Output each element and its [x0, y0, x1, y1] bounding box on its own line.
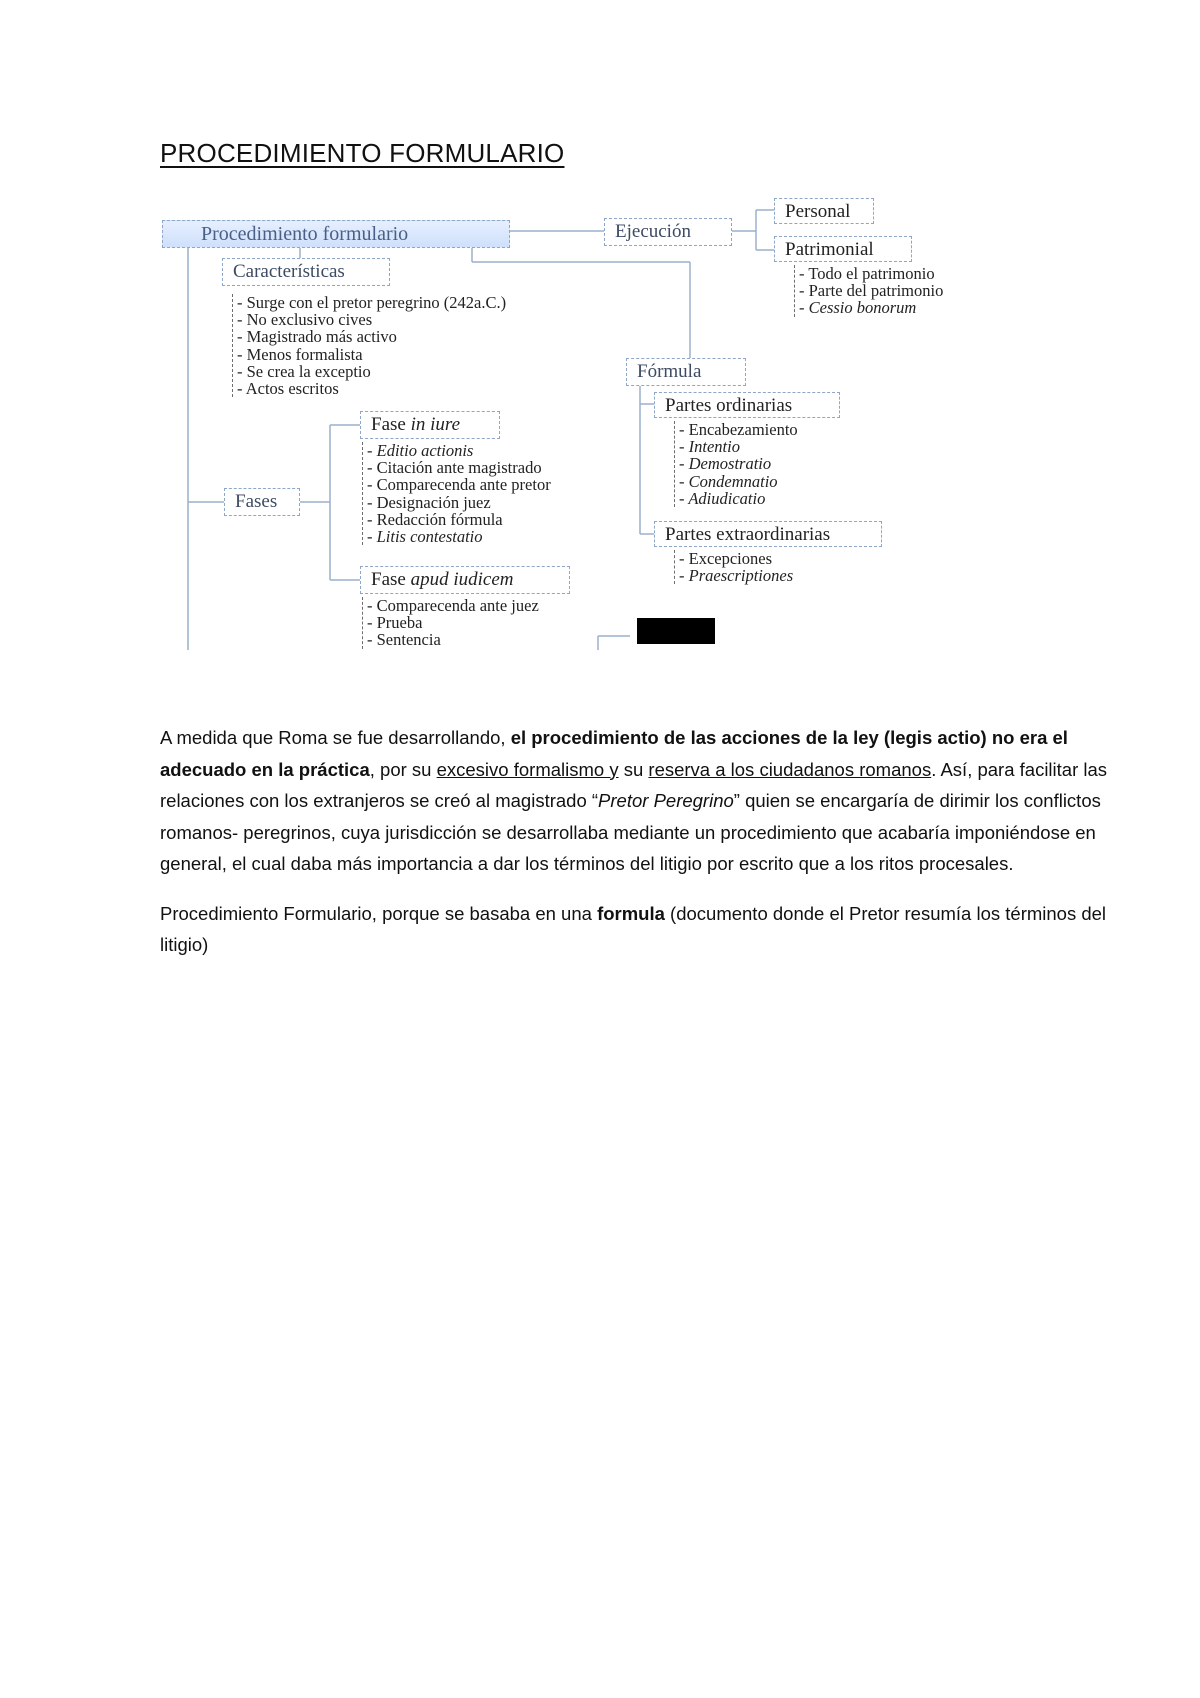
- list-item: - Sentencia: [367, 631, 539, 648]
- list-item: - Parte del patrimonio: [799, 282, 943, 299]
- list-item: - Prueba: [367, 614, 539, 631]
- partes-extraordinarias-node: Partes extraordinarias: [654, 521, 882, 547]
- partes-extraordinarias-list: [674, 550, 793, 584]
- patrimonial-list: [794, 265, 943, 317]
- root-node: Procedimiento formulario: [162, 220, 510, 248]
- list-item: - Citación ante magistrado: [367, 459, 551, 476]
- fase-in-iure-node: Fase in iure: [360, 411, 500, 439]
- list-item: - Redacción fórmula: [367, 511, 551, 528]
- list-item: - Adiudicatio: [679, 490, 798, 507]
- caracteristicas-node: Características: [222, 258, 390, 286]
- list-item: - Designación juez: [367, 494, 551, 511]
- formula-node: Fórmula: [626, 358, 746, 386]
- fase-apud-iudicem-list: [362, 597, 539, 649]
- patrimonial-node: Patrimonial: [774, 236, 912, 262]
- list-item: - Magistrado más activo: [237, 328, 506, 345]
- list-item: - Excepciones: [679, 550, 793, 567]
- ejecucion-node: Ejecución: [604, 218, 732, 246]
- list-item: - Actos escritos: [237, 380, 506, 397]
- list-item: - Surge con el pretor peregrino (242a.C.): [237, 294, 506, 311]
- list-item: - Encabezamiento: [679, 421, 798, 438]
- list-item: - Comparecenda ante pretor: [367, 476, 551, 493]
- list-item: - Se crea la exceptio: [237, 363, 506, 380]
- paragraph-1: A medida que Roma se fue desarrollando, el procedimiento de las acciones de la ley (legis actio) no era el adecuado en la práctica, por su excesivo formalismo y su reserva a los ciudadanos romanos. Así, para facilitar las relaciones con los extranjeros se creó al magistrado “Pretor Peregrino” quien se encargaría de dirimir los conflictos romanos- peregrinos, cuya jurisdicción se desarrollaba mediante un procedimiento que acabaría imponiéndose en general, el cual daba más importancia a dar los términos del litigio por escrito que a los ritos procesales.: [160, 727, 1108, 874]
- list-item: - Cessio bonorum: [799, 299, 943, 316]
- caracteristicas-list: [232, 294, 506, 397]
- list-item: - Menos formalista: [237, 346, 506, 363]
- list-item: - Editio actionis: [367, 442, 551, 459]
- partes-ordinarias-node: Partes ordinarias: [654, 392, 840, 418]
- fase-apud-iudicem-node: Fase apud iudicem: [360, 566, 570, 594]
- list-item: - No exclusivo cives: [237, 311, 506, 328]
- concept-diagram: [160, 198, 980, 650]
- redaction-block: [637, 618, 715, 644]
- list-item: - Todo el patrimonio: [799, 265, 943, 282]
- paragraph-2: Procedimiento Formulario, porque se basaba en una formula (documento donde el Pretor resumía los términos del litigio): [160, 902, 1107, 955]
- body-text: [160, 722, 1120, 979]
- personal-node: Personal: [774, 198, 874, 224]
- fase-in-iure-list: [362, 442, 551, 545]
- list-item: - Demostratio: [679, 455, 798, 472]
- list-item: - Intentio: [679, 438, 798, 455]
- list-item: - Praescriptiones: [679, 567, 793, 584]
- fases-node: Fases: [224, 488, 300, 516]
- list-item: - Condemnatio: [679, 473, 798, 490]
- list-item: - Litis contestatio: [367, 528, 551, 545]
- list-item: - Comparecenda ante juez: [367, 597, 539, 614]
- partes-ordinarias-list: [674, 421, 798, 507]
- page-title: PROCEDIMIENTO FORMULARIO: [160, 138, 565, 168]
